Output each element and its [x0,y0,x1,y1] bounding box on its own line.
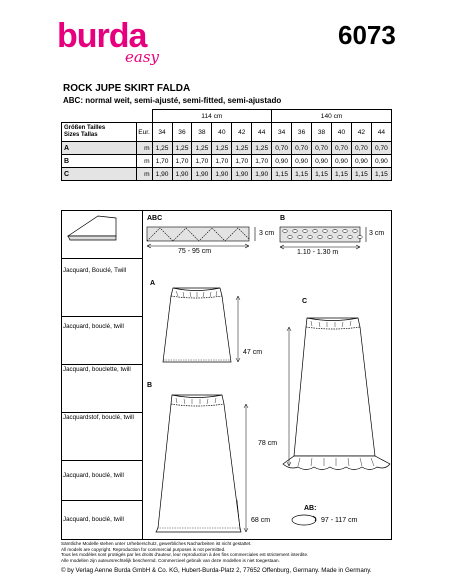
sizes-label-en-es: Sizes Tallas [64,132,98,138]
size-cell: 34 [152,123,172,142]
yardage-cell: 1,90 [232,168,252,181]
elastic-dot [293,230,298,233]
yardage-cell: 1,90 [192,168,212,181]
yardage-cell: 1,25 [152,142,172,155]
size-cell: 44 [371,123,391,142]
yardage-cell: 0,90 [351,155,371,168]
elastic-dot [283,230,288,233]
notion-b-height: 3 cm [369,230,385,237]
yardage-cell: 1,70 [172,155,192,168]
size-cell: 44 [252,123,272,142]
elastic-dot [298,236,303,239]
elastic-dot [308,236,313,239]
elastic-dot [303,230,308,233]
view-b-length: 68 cm [251,517,271,524]
size-cell: 34 [272,123,292,142]
width-114-header: 114 cm [152,110,272,123]
sizes-label-de-fr: Größen Tailles [64,125,106,131]
view-b-label: B [147,382,153,389]
fabric-suggestion-de: Jacquard, Bouclé, Twill [63,267,127,274]
size-cell: 38 [312,123,332,142]
yardage-cell: 0,70 [351,142,371,155]
yardage-cell: 1,90 [172,168,192,181]
elastic-dot [348,236,353,239]
elastic-dot [353,230,358,233]
view-c-drawing [283,318,390,470]
pattern-number: 6073 [338,20,396,50]
view-a-length: 47 cm [243,349,263,356]
notion-abc-length: 75 - 95 cm [178,248,212,255]
yardage-cell: 1,70 [152,155,172,168]
elastic-dot [323,230,328,233]
view-c-length: 78 cm [258,440,278,447]
elastic-dot [343,230,348,233]
brand-logo: burda [57,17,147,55]
notion-b-label: B [280,215,286,222]
notion-abc-label: ABC [147,215,163,222]
yardage-cell: 0,70 [332,142,352,155]
fabric-suggestion-nl2: Jacquardstof, bouclé, twill [63,414,134,421]
unit-cell: m [136,168,152,181]
yardage-cell: 0,90 [292,155,312,168]
size-cell: 40 [332,123,352,142]
unit-cell: m [136,155,152,168]
publisher-copyright: © by Verlag Aenne Burda GmbH & Co. KG, Hubert-Burda-Platz 2, 77652 Offenburg, Germany. Made in Germany. [61,567,372,574]
yardage-cell: 0,90 [332,155,352,168]
yardage-cell: 1,25 [232,142,252,155]
yardage-cell: 1,25 [172,142,192,155]
fabric-suggestion-fr: Jacquard, bouclé, twill [63,323,124,330]
unit-cell: m [136,142,152,155]
size-cell: 36 [172,123,192,142]
view-letter: B [62,155,137,168]
ab-hem-width: 97 - 117 cm [321,517,358,524]
yardage-cell: 0,70 [272,142,292,155]
notice-nl: Alle modellen zijn auteursrechtelijk beschermd. Commercieel gebruik van deze modellen is niet toegestaan. [61,557,280,563]
yardage-cell: 1,90 [152,168,172,181]
yardage-cell: 0,70 [312,142,332,155]
yardage-cell: 1,15 [292,168,312,181]
yardage-cell: 0,90 [312,155,332,168]
yardage-cell: 1,25 [212,142,232,155]
hem-width-icon [292,515,316,525]
notice-en: All models are copyright. Reproduction for commercial purposes is not permitted. [61,546,226,552]
yardage-cell: 1,25 [192,142,212,155]
yardage-cell: 1,15 [332,168,352,181]
elastic-dot [358,236,363,239]
elastic-dot [333,230,338,233]
notion-abc-height: 3 cm [259,230,275,237]
size-cell: 40 [212,123,232,142]
yardage-cell: 1,90 [252,168,272,181]
yardage-cell: 0,90 [371,155,391,168]
garment-title: ROCK JUPE SKIRT FALDA [63,83,191,94]
yardage-cell: 1,25 [252,142,272,155]
ab-label: AB: [304,505,317,512]
fabric-fold-icon [68,216,116,240]
fabric-suggestion-en: Jacquard, bouclé, twill [63,472,124,479]
view-a-label: A [150,280,156,287]
copyright-notice [61,541,421,563]
yardage-cell: 0,70 [292,142,312,155]
yardage-cell: 1,15 [351,168,371,181]
yardage-cell: 1,15 [272,168,292,181]
size-cell: 42 [232,123,252,142]
elastic-dot [328,236,333,239]
abc-interfacing-strip [147,227,255,248]
yardage-cell: 1,15 [371,168,391,181]
notice-de: Sämtliche Modelle stehen unter Urheberschutz, gewerbliches Nacharbeiten ist nicht gestattet. [61,541,252,546]
view-c-label: C [302,298,308,305]
yardage-cell: 1,70 [232,155,252,168]
yardage-cell: 1,70 [192,155,212,168]
size-cell: 42 [351,123,371,142]
yardage-cell: 1,70 [212,155,232,168]
fabric-suggestion-nl: Jacquard, bouclette, twill [63,366,131,373]
elastic-dot [288,236,293,239]
yardage-cell: 0,90 [272,155,292,168]
view-letter: A [62,142,137,155]
fit-description: ABC: normal weit, semi-ajusté, semi-fitted, semi-ajustado [63,96,282,105]
eur-label: Eur. [136,123,152,142]
elastic-dot [318,236,323,239]
yardage-cell: 1,70 [252,155,272,168]
view-a-drawing [163,288,240,362]
size-cell: 36 [292,123,312,142]
view-letter: C [62,168,137,181]
notion-b-length: 1.10 - 1.30 m [297,249,339,256]
elastic-dot [338,236,343,239]
yardage-cell: 1,90 [212,168,232,181]
size-cell: 38 [192,123,212,142]
view-b-drawing [156,395,248,532]
width-140-header: 140 cm [272,110,392,123]
yardage-cell: 0,70 [371,142,391,155]
yardage-cell: 1,15 [312,168,332,181]
fabric-suggestion-es: Jacquard, bouclé, twill [63,516,124,523]
elastic-dot [313,230,318,233]
brand-logo-sub: easy [125,48,159,66]
notice-fr: Tous les modèles sont protégés par les droits d'auteur, leur reproduction à des fins commerciales est strictement interdite. [61,552,309,558]
